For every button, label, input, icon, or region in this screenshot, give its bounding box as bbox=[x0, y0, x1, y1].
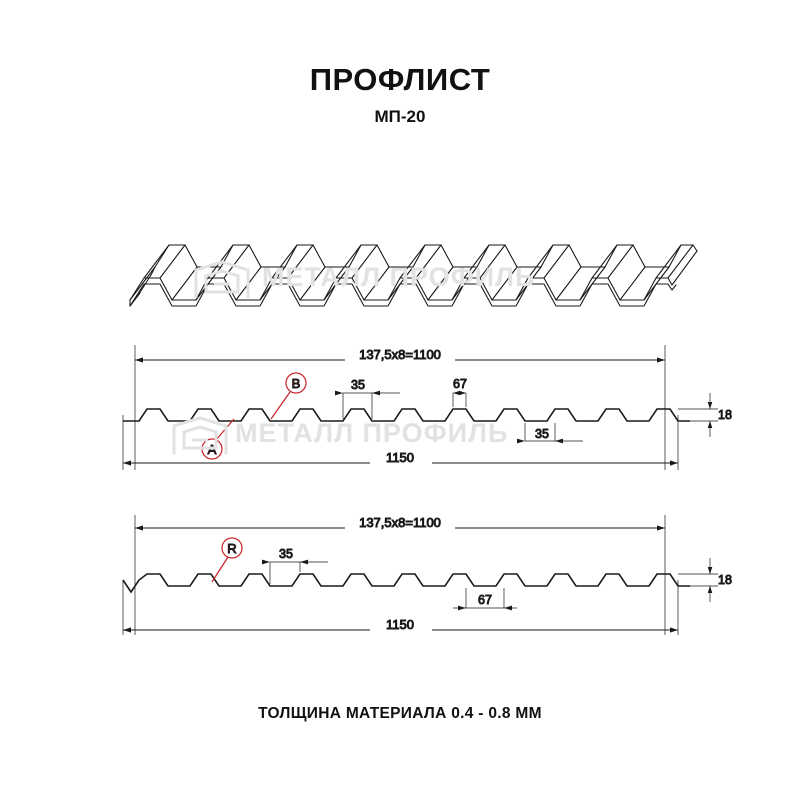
section-r-step-mid: 67 bbox=[478, 593, 492, 607]
watermark-text-top: МЕТАЛЛ ПРОФИЛЬ bbox=[262, 262, 536, 292]
section-r-callout-r: R bbox=[227, 541, 237, 556]
section-a-bottom-dim: 1150 bbox=[386, 450, 414, 465]
section-a-top-dim: 137,5x8=1100 bbox=[359, 347, 441, 362]
section-a-callout-a: A bbox=[207, 442, 217, 457]
section-r-bottom-dim: 1150 bbox=[386, 617, 414, 632]
section-r-top-dim: 137,5x8=1100 bbox=[359, 515, 441, 530]
section-a-height-dim: 18 bbox=[718, 408, 732, 422]
title-block bbox=[0, 62, 800, 127]
material-thickness-note: ТОЛЩИНА МАТЕРИАЛА 0.4 - 0.8 ММ bbox=[258, 705, 542, 722]
section-a-callout-b: B bbox=[291, 376, 301, 391]
page-title: ПРОФЛИСТ bbox=[309, 62, 491, 97]
section-r-height-dim: 18 bbox=[718, 573, 732, 587]
section-a-step-right: 35 bbox=[535, 427, 549, 441]
section-r-step-left: 35 bbox=[279, 547, 293, 561]
section-a-step-left: 35 bbox=[351, 378, 365, 392]
isometric-profile-view bbox=[0, 185, 800, 325]
product-model: МП-20 bbox=[374, 107, 426, 126]
section-view-a bbox=[0, 335, 800, 490]
watermark-text-bottom: МЕТАЛЛ ПРОФИЛЬ bbox=[235, 418, 509, 448]
section-a-step-mid: 67 bbox=[453, 377, 467, 391]
section-view-r bbox=[0, 500, 800, 655]
